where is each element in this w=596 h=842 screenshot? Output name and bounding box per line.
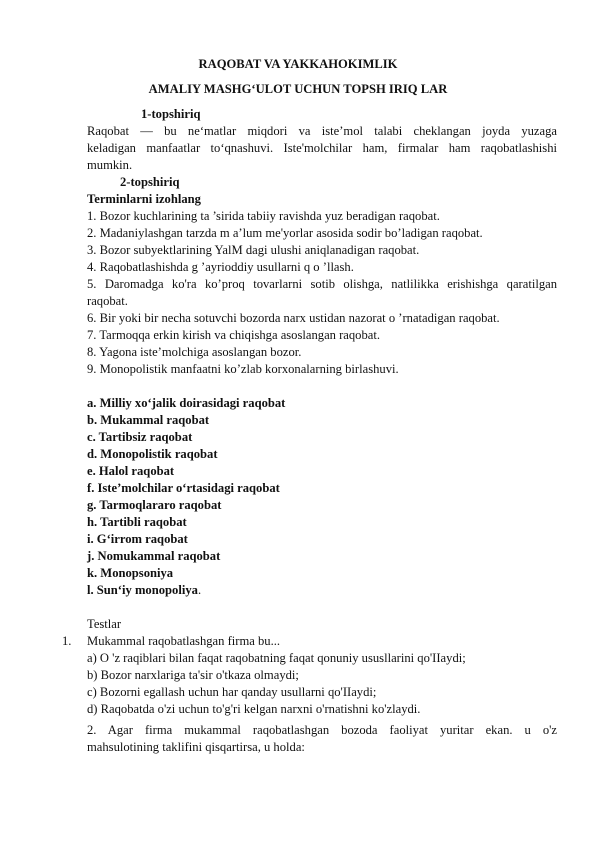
task1-text-line: mumkin. xyxy=(87,158,133,172)
task1-text-line: Raqobat — bu ne‘matlar miqdori va iste’mol talabi cheklangan joyda yuzaga xyxy=(87,124,557,138)
definition-item: 3. Bozor subyektlarining YalM dagi ulushi aniqlanadigan raqobat. xyxy=(87,243,420,257)
term-item: b. Mukammal raqobat xyxy=(87,413,210,427)
definition-item: raqobat. xyxy=(87,294,128,308)
definition-item: 6. Bir yoki bir necha sotuvchi bozorda narx ustidan nazorat o ’rnatadigan raqobat. xyxy=(87,311,500,325)
page-title: RAQOBAT VA YAKKAHOKIMLIK xyxy=(198,57,398,71)
definition-item: 1. Bozor kuchlarining ta ’sirida tabiiy ravishda yuz beradigan raqobat. xyxy=(87,209,440,223)
question-1-option: b) Bozor narxlariga ta'sir o'tkaza olmaydi; xyxy=(87,668,299,682)
term-item-last xyxy=(87,582,201,599)
question-1-option: c) Bozorni egallash uchun har qanday usullarni qo'IIaydi; xyxy=(87,685,377,699)
task2-subheading: Terminlarni izohlang xyxy=(87,192,201,206)
task1-text-line: keladigan manfaatlar to‘qnashuvi. Iste'molchilar ham, firmalar ham raqobatlashishi xyxy=(87,141,557,155)
task1-heading: 1-topshiriq xyxy=(141,107,201,121)
term-item: d. Monopolistik raqobat xyxy=(87,447,218,461)
term-item-text: l. Sun‘iy monopoliya xyxy=(87,583,198,597)
question-2-text-line: mahsulotining taklifini qisqartirsa, u holda: xyxy=(87,740,305,754)
term-item: j. Nomukammal raqobat xyxy=(87,549,221,563)
page-subtitle: AMALIY MASHG‘ULOT UCHUN TOPSH IRIQ LAR xyxy=(148,82,448,96)
question-1-option: a) O 'z raqiblari bilan faqat raqobatning faqat qonuniy ususllarini qo'IIaydi; xyxy=(87,651,466,665)
definition-item: 7. Tarmoqqa erkin kirish va chiqishga asoslangan raqobat. xyxy=(87,328,381,342)
term-item: f. Iste’molchilar o‘rtasidagi raqobat xyxy=(87,481,280,495)
term-item: a. Milliy xo‘jalik doirasidagi raqobat xyxy=(87,396,286,410)
question-1-text: Mukammal raqobatlashgan firma bu... xyxy=(87,634,281,648)
definition-item: 4. Raqobatlashishda g ’ayrioddiy usullarni q o ’llash. xyxy=(87,260,354,274)
term-item: g. Tarmoqlararo raqobat xyxy=(87,498,222,512)
term-item: c. Tartibsiz raqobat xyxy=(87,430,193,444)
term-item: i. G‘irrom raqobat xyxy=(87,532,188,546)
definition-item: 2. Madaniylashgan tarzda m a’lum me'yorlar asosida sodir bo’ladigan raqobat. xyxy=(87,226,483,240)
term-item: k. Monopsoniya xyxy=(87,566,174,580)
definition-item: 8. Yagona iste’molchiga asoslangan bozor. xyxy=(87,345,302,359)
task2-heading: 2-topshiriq xyxy=(120,175,180,189)
term-item-period: . xyxy=(197,583,202,597)
term-item: h. Tartibli raqobat xyxy=(87,515,187,529)
definition-item: 9. Monopolistik manfaatni ko’zlab korxonalarning birlashuvi. xyxy=(87,362,399,376)
tests-heading: Testlar xyxy=(87,617,122,631)
question-1-number: 1. xyxy=(62,634,72,648)
term-item: e. Halol raqobat xyxy=(87,464,175,478)
definition-item: 5. Daromadga ko'ra ko’proq tovarlarni sotib olishga, natlilikka erishishga qaratilgan xyxy=(87,277,557,291)
question-2-text-line: 2. Agar firma mukammal raqobatlashgan bozoda faoliyat yuritar ekan. u o'z xyxy=(87,723,557,737)
question-1-option: d) Raqobatda o'zi uchun to'g'ri kelgan narxni o'rnatishni ko'zlaydi. xyxy=(87,702,421,716)
